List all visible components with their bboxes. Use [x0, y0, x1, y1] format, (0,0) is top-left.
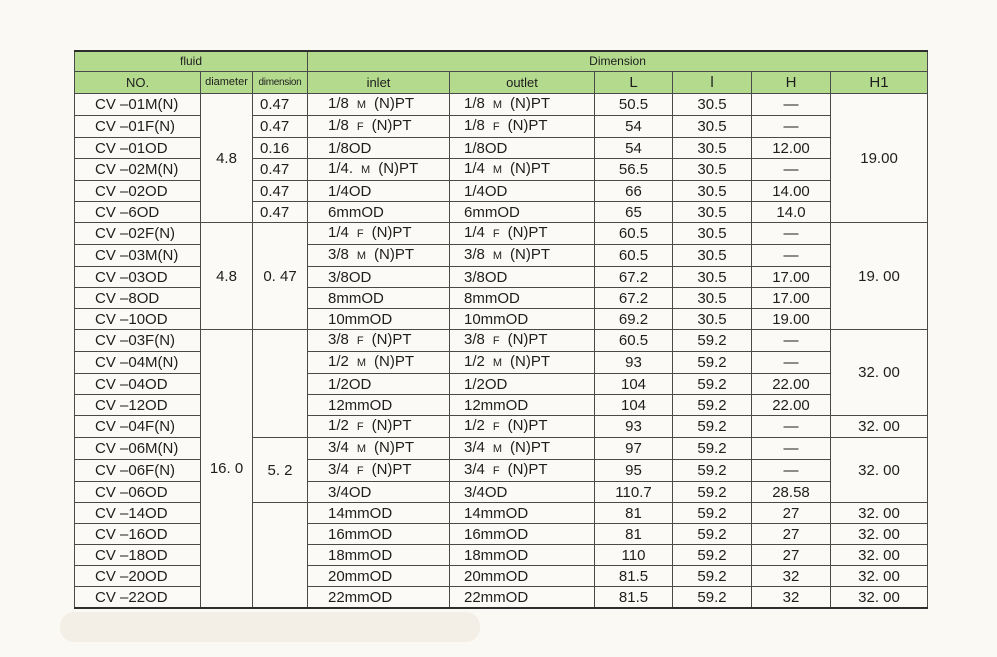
part-number: CV –03M(N): [75, 245, 201, 267]
spec-table: [74, 50, 928, 609]
inlet-cell-size: 3/4: [328, 461, 349, 478]
dimension-empty-cell: [253, 503, 308, 609]
outlet-cell: [450, 438, 595, 460]
H-cell: 32: [752, 566, 831, 587]
outlet-cell-size: 1/2: [464, 417, 485, 434]
l-cell: 59.2: [673, 416, 752, 438]
inlet-cell: [308, 309, 450, 330]
table-row: [75, 94, 928, 116]
l-cell: 30.5: [673, 159, 752, 181]
header-L: L: [595, 72, 673, 94]
L-cell: 65: [595, 202, 673, 223]
l-cell: 59.2: [673, 545, 752, 566]
part-number: CV –06F(N): [75, 460, 201, 482]
H-cell: 17.00: [752, 288, 831, 309]
outlet-cell-size: 10mmOD: [464, 310, 529, 328]
inlet-cell-size: 1/2: [328, 353, 349, 370]
outlet-cell-size: 3/8: [464, 331, 485, 348]
outlet-cell-size: 6mmOD: [464, 203, 520, 221]
l-cell: 30.5: [673, 94, 752, 116]
outlet-cell: [450, 460, 595, 482]
outlet-cell-suffix: (N)PT: [507, 331, 548, 348]
L-cell: 67.2: [595, 267, 673, 288]
inlet-cell-mf: F: [356, 465, 364, 477]
inlet-cell-size: 1/4OD: [328, 182, 372, 200]
inlet-cell-mf: F: [356, 228, 364, 240]
dimension-cell: 0.16: [253, 138, 308, 159]
inlet-cell: [308, 352, 450, 374]
inlet-cell-size: 1/8OD: [328, 139, 372, 157]
outlet-cell: [450, 374, 595, 395]
l-cell: 59.2: [673, 352, 752, 374]
inlet-cell-suffix: (N)PT: [371, 461, 412, 478]
header-dimension-group: Dimension: [308, 51, 928, 72]
outlet-cell: [450, 245, 595, 267]
outlet-cell-suffix: (N)PT: [510, 439, 551, 456]
outlet-cell-size: 1/4: [464, 160, 485, 177]
inlet-cell-mf: M: [356, 357, 367, 369]
L-cell: 50.5: [595, 94, 673, 116]
l-cell: 30.5: [673, 202, 752, 223]
inlet-cell-mf: F: [356, 421, 364, 433]
inlet-cell-size: 1/4: [328, 224, 349, 241]
L-cell: 60.5: [595, 330, 673, 352]
inlet-cell: [308, 587, 450, 609]
dimension-cell: 0.47: [253, 94, 308, 116]
inlet-cell-size: 10mmOD: [328, 310, 393, 328]
part-number: CV –01F(N): [75, 116, 201, 138]
H-cell: 14.0: [752, 202, 831, 223]
H-cell: —: [752, 223, 831, 245]
l-cell: 59.2: [673, 438, 752, 460]
inlet-cell: [308, 223, 450, 245]
inlet-cell: [308, 438, 450, 460]
inlet-cell-size: 1/2: [328, 417, 349, 434]
diameter-cell: 4.8: [201, 94, 253, 223]
inlet-cell: [308, 159, 450, 181]
outlet-cell-mf: F: [492, 421, 500, 433]
L-cell: 60.5: [595, 223, 673, 245]
outlet-cell-mf: F: [492, 465, 500, 477]
inlet-cell: [308, 267, 450, 288]
H-cell: —: [752, 438, 831, 460]
l-cell: 30.5: [673, 138, 752, 159]
inlet-cell-size: 20mmOD: [328, 567, 393, 585]
l-cell: 30.5: [673, 267, 752, 288]
outlet-cell-mf: F: [492, 228, 500, 240]
outlet-cell: [450, 94, 595, 116]
header-H: H: [752, 72, 831, 94]
outlet-cell-mf: F: [492, 121, 500, 133]
l-cell: 59.2: [673, 460, 752, 482]
outlet-cell-size: 3/4: [464, 461, 485, 478]
outlet-cell-suffix: (N)PT: [507, 117, 548, 134]
H1-cell: 19. 00: [831, 223, 928, 330]
part-number: CV –01OD: [75, 138, 201, 159]
inlet-cell: [308, 116, 450, 138]
inlet-cell-mf: M: [356, 99, 367, 111]
part-number: CV –04F(N): [75, 416, 201, 438]
H-cell: —: [752, 330, 831, 352]
dimension-cell: 0.47: [253, 116, 308, 138]
part-number: CV –16OD: [75, 524, 201, 545]
inlet-cell-size: 16mmOD: [328, 525, 393, 543]
part-number: CV –6OD: [75, 202, 201, 223]
H-cell: 14.00: [752, 181, 831, 202]
H-cell: —: [752, 352, 831, 374]
L-cell: 110.7: [595, 482, 673, 503]
inlet-cell-size: 3/8OD: [328, 268, 372, 286]
outlet-cell: [450, 352, 595, 374]
H-cell: —: [752, 94, 831, 116]
part-number: CV –20OD: [75, 566, 201, 587]
part-number: CV –04M(N): [75, 352, 201, 374]
inlet-cell: [308, 202, 450, 223]
H-cell: 27: [752, 545, 831, 566]
H-cell: 17.00: [752, 267, 831, 288]
outlet-cell-mf: M: [492, 164, 503, 176]
inlet-cell-size: 3/8: [328, 331, 349, 348]
L-cell: 67.2: [595, 288, 673, 309]
inlet-cell: [308, 374, 450, 395]
l-cell: 59.2: [673, 524, 752, 545]
header-l: l: [673, 72, 752, 94]
inlet-cell-size: 3/4OD: [328, 483, 372, 501]
inlet-cell: [308, 395, 450, 416]
L-cell: 97: [595, 438, 673, 460]
outlet-cell-size: 20mmOD: [464, 567, 529, 585]
dimension-empty-cell: [253, 330, 308, 438]
inlet-cell: [308, 416, 450, 438]
outlet-cell-suffix: (N)PT: [507, 224, 548, 241]
diameter-cell: 16. 0: [201, 330, 253, 609]
dimension-merged-cell: 0. 47: [253, 223, 308, 330]
header-diameter: diameter: [201, 72, 253, 94]
l-cell: 30.5: [673, 116, 752, 138]
inlet-cell-size: 1/4.: [328, 160, 354, 177]
H-cell: 27: [752, 503, 831, 524]
outlet-cell-mf: F: [492, 335, 500, 347]
inlet-cell-mf: M: [361, 164, 371, 176]
H-cell: 32: [752, 587, 831, 609]
inlet-cell-mf: M: [356, 250, 367, 262]
header-H1: H1: [831, 72, 928, 94]
header-row-2: [75, 72, 928, 94]
table-row: [75, 330, 928, 352]
L-cell: 81: [595, 524, 673, 545]
outlet-cell-mf: M: [492, 443, 503, 455]
part-number: CV –02M(N): [75, 159, 201, 181]
table-row: [75, 223, 928, 245]
H-cell: —: [752, 245, 831, 267]
outlet-cell-suffix: (N)PT: [507, 417, 548, 434]
outlet-cell: [450, 524, 595, 545]
inlet-cell-mf: M: [356, 443, 367, 455]
H-cell: —: [752, 416, 831, 438]
L-cell: 104: [595, 395, 673, 416]
inlet-cell-suffix: (N)PT: [371, 417, 412, 434]
outlet-cell: [450, 267, 595, 288]
L-cell: 110: [595, 545, 673, 566]
inlet-cell-suffix: (N)PT: [374, 95, 415, 112]
L-cell: 81: [595, 503, 673, 524]
part-number: CV –06M(N): [75, 438, 201, 460]
part-number: CV –06OD: [75, 482, 201, 503]
H1-cell: 32. 00: [831, 416, 928, 438]
H1-cell: 32. 00: [831, 587, 928, 609]
outlet-cell-size: 3/4OD: [464, 483, 508, 501]
outlet-cell-size: 1/8OD: [464, 139, 508, 157]
inlet-cell: [308, 460, 450, 482]
dimension-cell: 0.47: [253, 181, 308, 202]
diameter-cell: 4.8: [201, 223, 253, 330]
header-no: NO.: [75, 72, 201, 94]
H1-cell: 32. 00: [831, 545, 928, 566]
inlet-cell: [308, 94, 450, 116]
l-cell: 59.2: [673, 482, 752, 503]
inlet-cell-suffix: (N)PT: [371, 117, 412, 134]
paper-smudge: [60, 612, 480, 642]
inlet-cell-suffix: (N)PT: [374, 439, 415, 456]
l-cell: 59.2: [673, 395, 752, 416]
H-cell: —: [752, 159, 831, 181]
inlet-cell-suffix: (N)PT: [374, 353, 415, 370]
part-number: CV –12OD: [75, 395, 201, 416]
inlet-cell-size: 8mmOD: [328, 289, 384, 307]
L-cell: 54: [595, 138, 673, 159]
inlet-cell-size: 3/8: [328, 246, 349, 263]
outlet-cell-size: 1/2: [464, 353, 485, 370]
H-cell: 28.58: [752, 482, 831, 503]
outlet-cell-size: 18mmOD: [464, 546, 529, 564]
H1-cell: 19.00: [831, 94, 928, 223]
inlet-cell: [308, 330, 450, 352]
outlet-cell-size: 1/2OD: [464, 375, 508, 393]
inlet-cell: [308, 524, 450, 545]
L-cell: 93: [595, 416, 673, 438]
H1-cell: 32. 00: [831, 503, 928, 524]
outlet-cell: [450, 416, 595, 438]
L-cell: 69.2: [595, 309, 673, 330]
inlet-cell-mf: F: [356, 121, 364, 133]
outlet-cell: [450, 566, 595, 587]
header-fluid: fluid: [75, 51, 308, 72]
part-number: CV –02OD: [75, 181, 201, 202]
inlet-cell-mf: F: [356, 335, 364, 347]
L-cell: 81.5: [595, 566, 673, 587]
inlet-cell: [308, 138, 450, 159]
part-number: CV –10OD: [75, 309, 201, 330]
outlet-cell: [450, 330, 595, 352]
l-cell: 59.2: [673, 374, 752, 395]
header-outlet: outlet: [450, 72, 595, 94]
H-cell: —: [752, 116, 831, 138]
outlet-cell-mf: M: [492, 357, 503, 369]
table-body: [75, 94, 928, 609]
l-cell: 30.5: [673, 181, 752, 202]
outlet-cell-suffix: (N)PT: [510, 95, 551, 112]
outlet-cell: [450, 482, 595, 503]
part-number: CV –01M(N): [75, 94, 201, 116]
outlet-cell-size: 1/8: [464, 95, 485, 112]
part-number: CV –14OD: [75, 503, 201, 524]
part-number: CV –03F(N): [75, 330, 201, 352]
outlet-cell-suffix: (N)PT: [510, 160, 551, 177]
inlet-cell-size: 3/4: [328, 439, 349, 456]
outlet-cell-size: 1/4OD: [464, 182, 508, 200]
outlet-cell-size: 3/4: [464, 439, 485, 456]
inlet-cell: [308, 566, 450, 587]
outlet-cell-size: 3/8: [464, 246, 485, 263]
outlet-cell: [450, 181, 595, 202]
L-cell: 81.5: [595, 587, 673, 609]
inlet-cell-suffix: (N)PT: [374, 246, 415, 263]
H1-cell: 32. 00: [831, 524, 928, 545]
l-cell: 30.5: [673, 309, 752, 330]
inlet-cell-size: 6mmOD: [328, 203, 384, 221]
outlet-cell-size: 1/8: [464, 117, 485, 134]
outlet-cell-size: 1/4: [464, 224, 485, 241]
H-cell: 22.00: [752, 374, 831, 395]
H1-cell: 32. 00: [831, 566, 928, 587]
outlet-cell: [450, 309, 595, 330]
H-cell: 12.00: [752, 138, 831, 159]
L-cell: 104: [595, 374, 673, 395]
header-dimension: dimension: [253, 72, 308, 94]
H1-cell: 32. 00: [831, 438, 928, 503]
inlet-cell-suffix: (N)PT: [371, 331, 412, 348]
inlet-cell-size: 1/2OD: [328, 375, 372, 393]
outlet-cell-size: 22mmOD: [464, 588, 529, 606]
l-cell: 59.2: [673, 330, 752, 352]
outlet-cell-mf: M: [492, 99, 503, 111]
inlet-cell-size: 22mmOD: [328, 588, 393, 606]
outlet-cell: [450, 202, 595, 223]
H-cell: 19.00: [752, 309, 831, 330]
inlet-cell: [308, 482, 450, 503]
part-number: CV –03OD: [75, 267, 201, 288]
inlet-cell-size: 12mmOD: [328, 396, 393, 414]
outlet-cell: [450, 116, 595, 138]
part-number: CV –8OD: [75, 288, 201, 309]
part-number: CV –18OD: [75, 545, 201, 566]
outlet-cell-size: 16mmOD: [464, 525, 529, 543]
inlet-cell: [308, 503, 450, 524]
outlet-cell-suffix: (N)PT: [510, 246, 551, 263]
outlet-cell: [450, 288, 595, 309]
l-cell: 30.5: [673, 245, 752, 267]
inlet-cell: [308, 545, 450, 566]
l-cell: 59.2: [673, 587, 752, 609]
outlet-cell: [450, 587, 595, 609]
outlet-cell: [450, 545, 595, 566]
H-cell: 22.00: [752, 395, 831, 416]
inlet-cell: [308, 288, 450, 309]
outlet-cell-mf: M: [492, 250, 503, 262]
inlet-cell-suffix: (N)PT: [371, 224, 412, 241]
part-number: CV –22OD: [75, 587, 201, 609]
outlet-cell-size: 12mmOD: [464, 396, 529, 414]
L-cell: 95: [595, 460, 673, 482]
header-row-1: [75, 51, 928, 72]
dimension-cell: 0.47: [253, 159, 308, 181]
l-cell: 30.5: [673, 223, 752, 245]
L-cell: 66: [595, 181, 673, 202]
H1-cell: 32. 00: [831, 330, 928, 416]
outlet-cell-size: 8mmOD: [464, 289, 520, 307]
part-number: CV –02F(N): [75, 223, 201, 245]
l-cell: 59.2: [673, 503, 752, 524]
outlet-cell: [450, 223, 595, 245]
L-cell: 60.5: [595, 245, 673, 267]
H-cell: —: [752, 460, 831, 482]
inlet-cell-size: 1/8: [328, 117, 349, 134]
outlet-cell: [450, 395, 595, 416]
outlet-cell-suffix: (N)PT: [510, 353, 551, 370]
outlet-cell: [450, 159, 595, 181]
L-cell: 93: [595, 352, 673, 374]
part-number: CV –04OD: [75, 374, 201, 395]
L-cell: 56.5: [595, 159, 673, 181]
l-cell: 30.5: [673, 288, 752, 309]
inlet-cell-size: 18mmOD: [328, 546, 393, 564]
outlet-cell-size: 14mmOD: [464, 504, 529, 522]
dimension-merged-cell: 5. 2: [253, 438, 308, 503]
inlet-cell-size: 14mmOD: [328, 504, 393, 522]
outlet-cell-suffix: (N)PT: [507, 461, 548, 478]
inlet-cell-size: 1/8: [328, 95, 349, 112]
l-cell: 59.2: [673, 566, 752, 587]
L-cell: 54: [595, 116, 673, 138]
inlet-cell: [308, 245, 450, 267]
inlet-cell: [308, 181, 450, 202]
outlet-cell: [450, 138, 595, 159]
outlet-cell-size: 3/8OD: [464, 268, 508, 286]
H-cell: 27: [752, 524, 831, 545]
header-inlet: inlet: [308, 72, 450, 94]
inlet-cell-suffix: (N)PT: [378, 160, 419, 177]
outlet-cell: [450, 503, 595, 524]
dimension-cell: 0.47: [253, 202, 308, 223]
